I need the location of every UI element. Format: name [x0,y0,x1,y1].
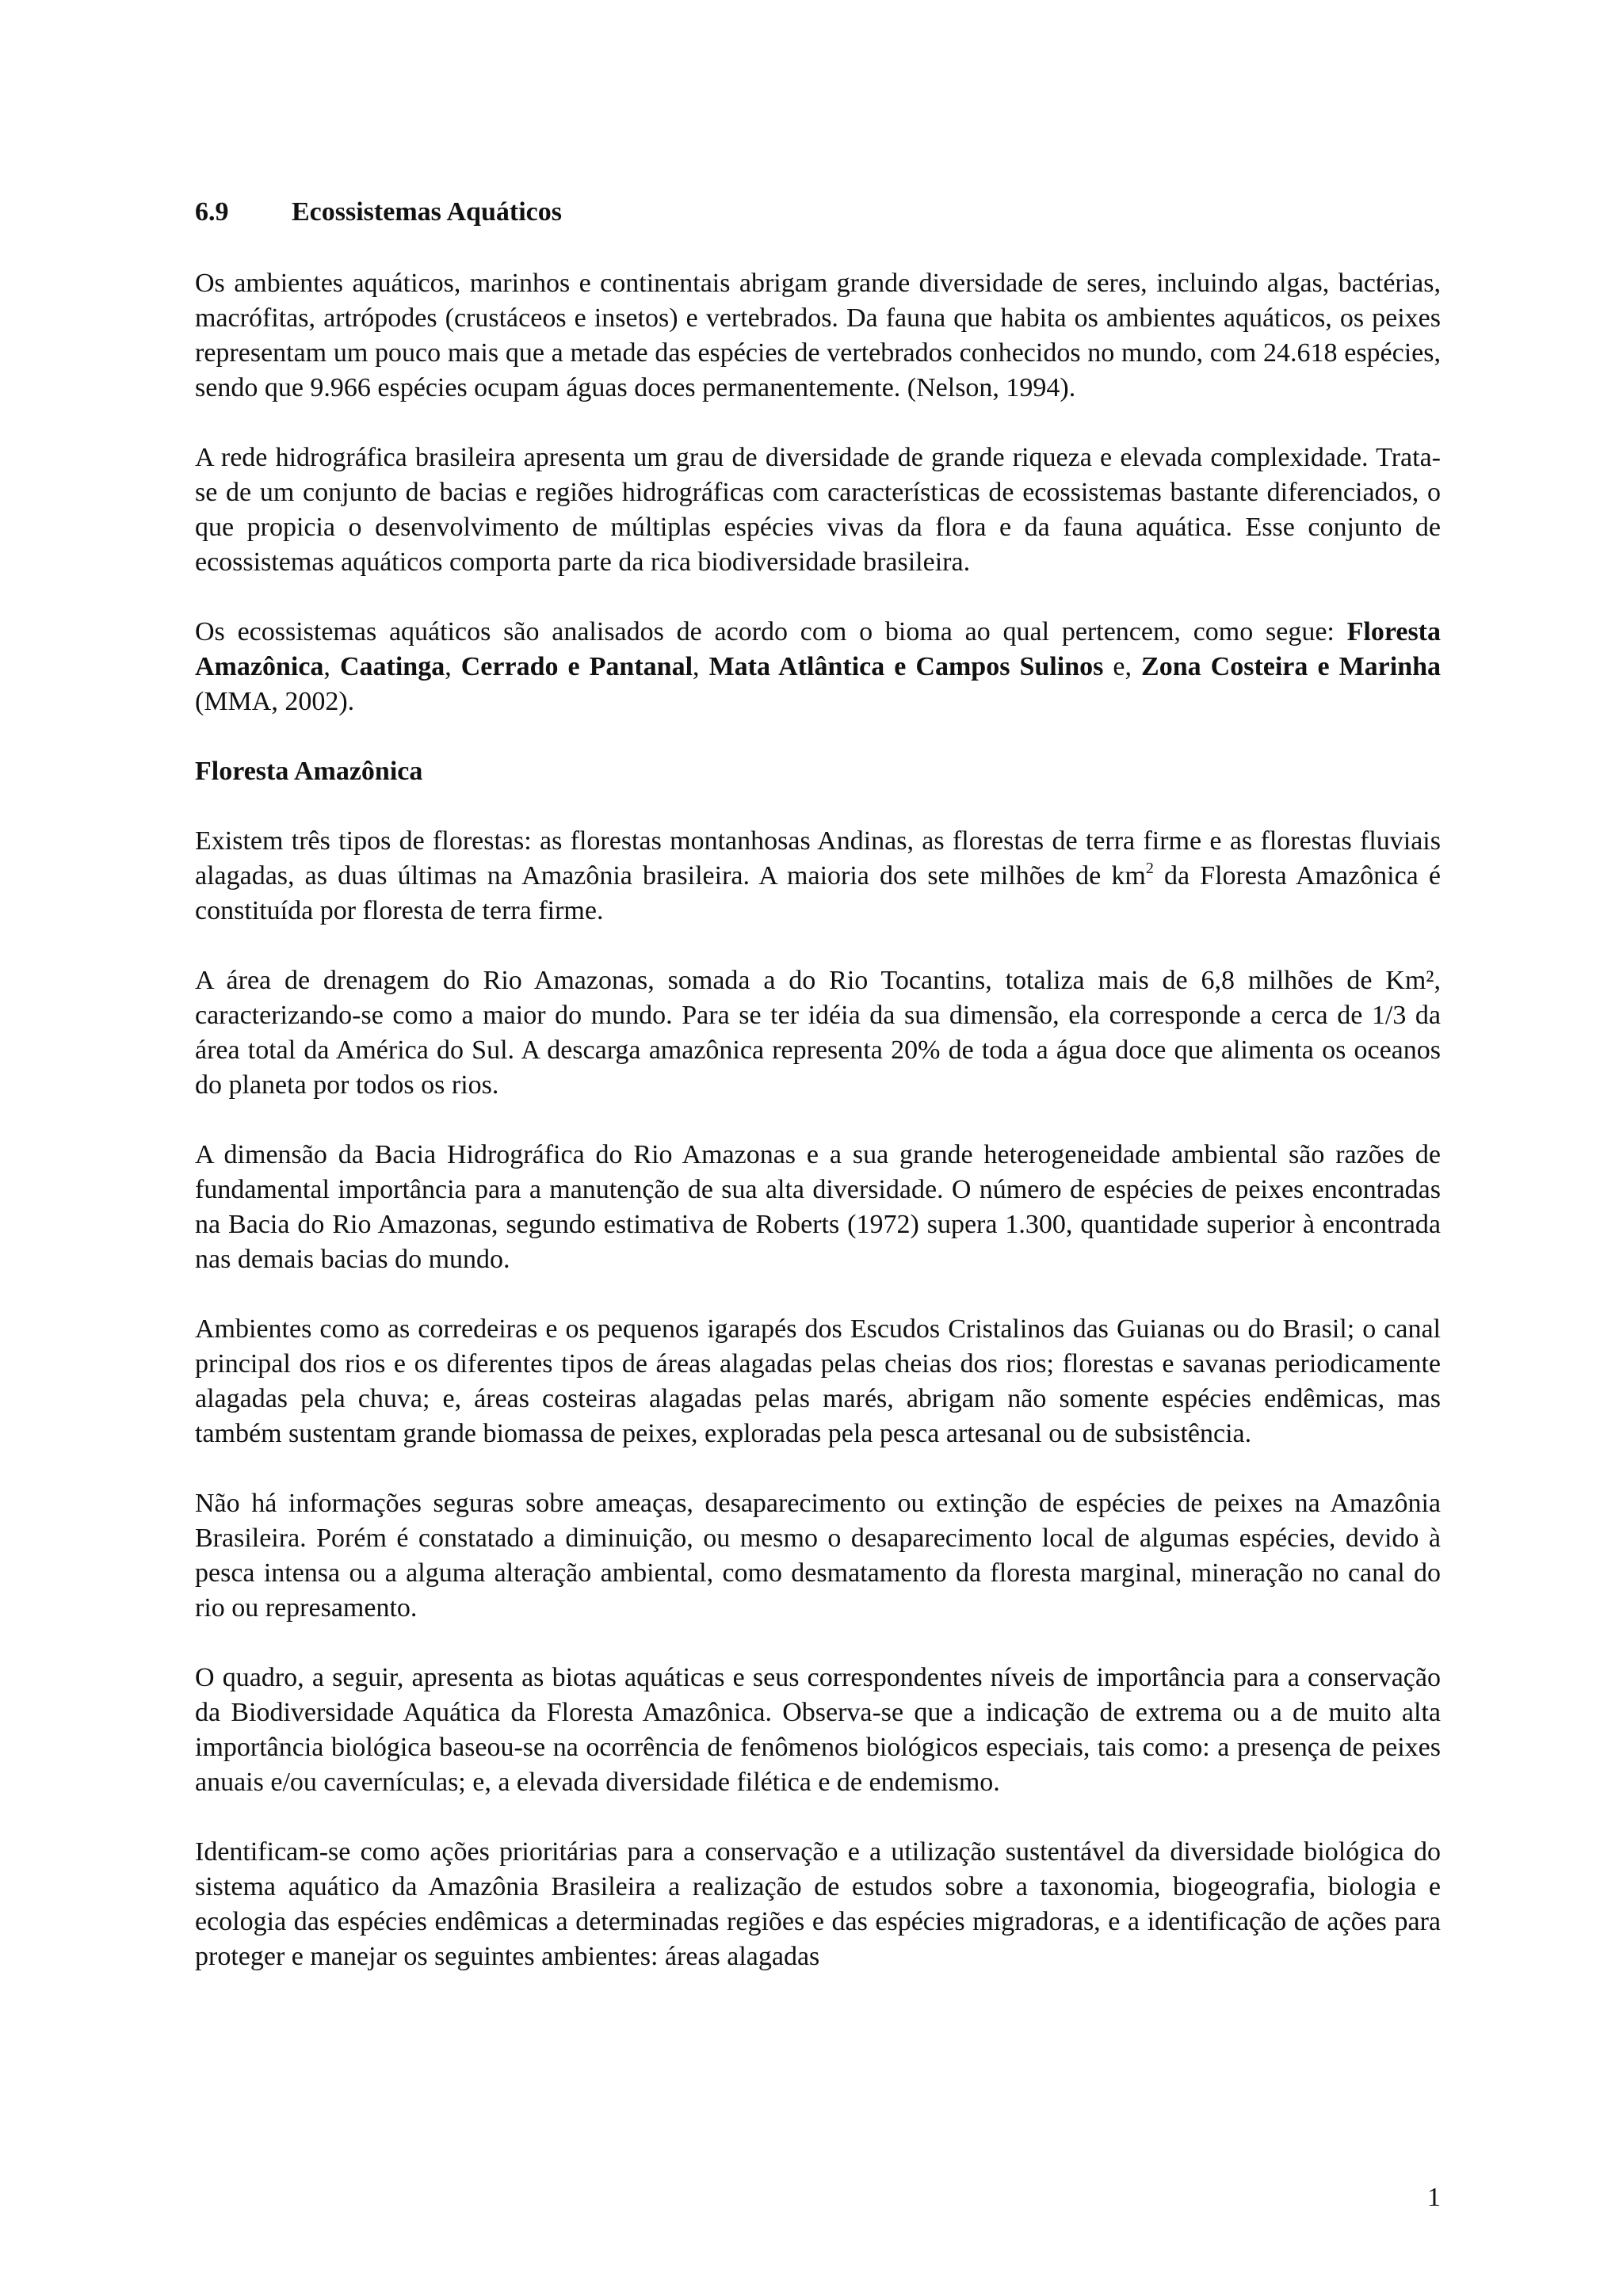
paragraph-7: Ambientes como as corredeiras e os pequenos igarapés dos Escudos Cristalinos das Guianas ou do Brasil; o canal principal dos rios e os diferentes tipos de áreas alagadas pelas cheias dos rios; florestas e savanas periodicamente alagadas pela chuva; e, áreas costeiras alagadas pelas marés, abrigam não somente espécies endêmicas, mas também sustentam grande biomassa de peixes, exploradas pela pesca artesanal ou de subsistência. [195,1314,1441,1448]
separator: e, [1103,652,1142,681]
biome-zona-costeira: Zona Costeira e Marinha [1141,652,1442,681]
section-title: Ecossistemas Aquáticos [292,197,562,227]
page-number: 1 [1427,2183,1441,2212]
paragraph-8: Não há informações seguras sobre ameaças, desaparecimento ou extinção de espécies de peixes na Amazônia Brasileira. Porém é constatado a diminuição, ou mesmo o desaparecimento local de algumas espécies, devido à pesca intensa ou a alguma alteração ambiental, como desmatamento da floresta marginal, mineração no canal do rio ou represamento. [195,1489,1441,1623]
paragraph-3 [195,615,1441,719]
section-heading [195,195,1441,230]
paragraph-4 [195,824,1441,929]
document-page [195,195,1441,2009]
paragraph-5: A área de drenagem do Rio Amazonas, somada a do Rio Tocantins, totaliza mais de 6,8 milhões de Km², caracterizando-se como a maior do mundo. Para se ter idéia da sua dimensão, ela corresponde a cerca de 1/3 da área total da América do Sul. A descarga amazônica representa 20% de toda a água doce que alimenta os oceanos do planeta por todos os rios. [195,966,1441,1100]
biome-floresta-amazonica: Floresta Amazônica [195,617,1441,681]
subheading-floresta-amazonica: Floresta Amazônica [195,757,423,786]
paragraph-3-intro: Os ecossistemas aquáticos são analisados de acordo com o bioma ao qual pertencem, como segue: [195,617,1347,646]
paragraph-2: A rede hidrográfica brasileira apresenta um grau de diversidade de grande riqueza e elevada complexidade. Trata-se de um conjunto de bacias e regiões hidrográficas com características de ecossistemas bastante diferenciados, o que propicia o desenvolvimento de múltiplas espécies vivas da flora e da fauna aquática. Esse conjunto de ecossistemas aquáticos comporta parte da rica biodiversidade brasileira. [195,443,1441,577]
separator: , [445,652,461,681]
section-number: 6.9 [195,197,229,227]
superscript-2: 2 [1145,860,1154,877]
paragraph-6: A dimensão da Bacia Hidrográfica do Rio Amazonas e a sua grande heterogeneidade ambiental são razões de fundamental importância para a manutenção de sua alta diversidade. O número de espécies de peixes encontradas na Bacia do Rio Amazonas, segundo estimativa de Roberts (1972) supera 1.300, quantidade superior à encontrada nas demais bacias do mundo. [195,1140,1441,1274]
paragraph-4-end: da Floresta Amazônica é constituída por floresta de terra firme. [195,861,1441,925]
biome-cerrado-pantanal: Cerrado e Pantanal [460,652,693,681]
separator: , [693,652,709,681]
paragraph-4-text: Existem três tipos de florestas: as florestas montanhosas Andinas, as florestas de terra firme e as florestas fluviais alagadas, as duas últimas na Amazônia brasileira. A maioria dos sete milhões de km [195,826,1441,891]
separator: , [323,652,340,681]
paragraph-1: Os ambientes aquáticos, marinhos e continentais abrigam grande diversidade de seres, incluindo algas, bactérias, macrófitas, artrópodes (crustáceos e insetos) e vertebrados. Da fauna que habita os ambientes aquáticos, os peixes representam um pouco mais que a metade das espécies de vertebrados conhecidos no mundo, com 24.618 espécies, sendo que 9.966 espécies ocupam águas doces permanentemente. (Nelson, 1994). [195,269,1441,402]
paragraph-9: O quadro, a seguir, apresenta as biotas aquáticas e seus correspondentes níveis de importância para a conservação da Biodiversidade Aquática da Floresta Amazônica. Observa-se que a indicação de extrema ou a de muito alta importância biológica baseou-se na ocorrência de fenômenos biológicos especiais, tais como: a presença de peixes anuais e/ou cavernículas; e, a elevada diversidade filética e de endemismo. [195,1663,1441,1797]
biome-caatinga: Caatinga [339,652,445,681]
biome-mata-atlantica: Mata Atlântica e Campos Sulinos [708,652,1104,681]
paragraph-10: Identificam-se como ações prioritárias para a conservação e a utilização sustentável da diversidade biológica do sistema aquático da Amazônia Brasileira a realização de estudos sobre a taxonomia, biogeografia, biologia e ecologia das espécies endêmicas a determinadas regiões e das espécies migradoras, e a identificação de ações para proteger e manejar os seguintes ambientes: áreas alagadas [195,1837,1441,1971]
paragraph-3-citation: (MMA, 2002). [195,687,355,716]
